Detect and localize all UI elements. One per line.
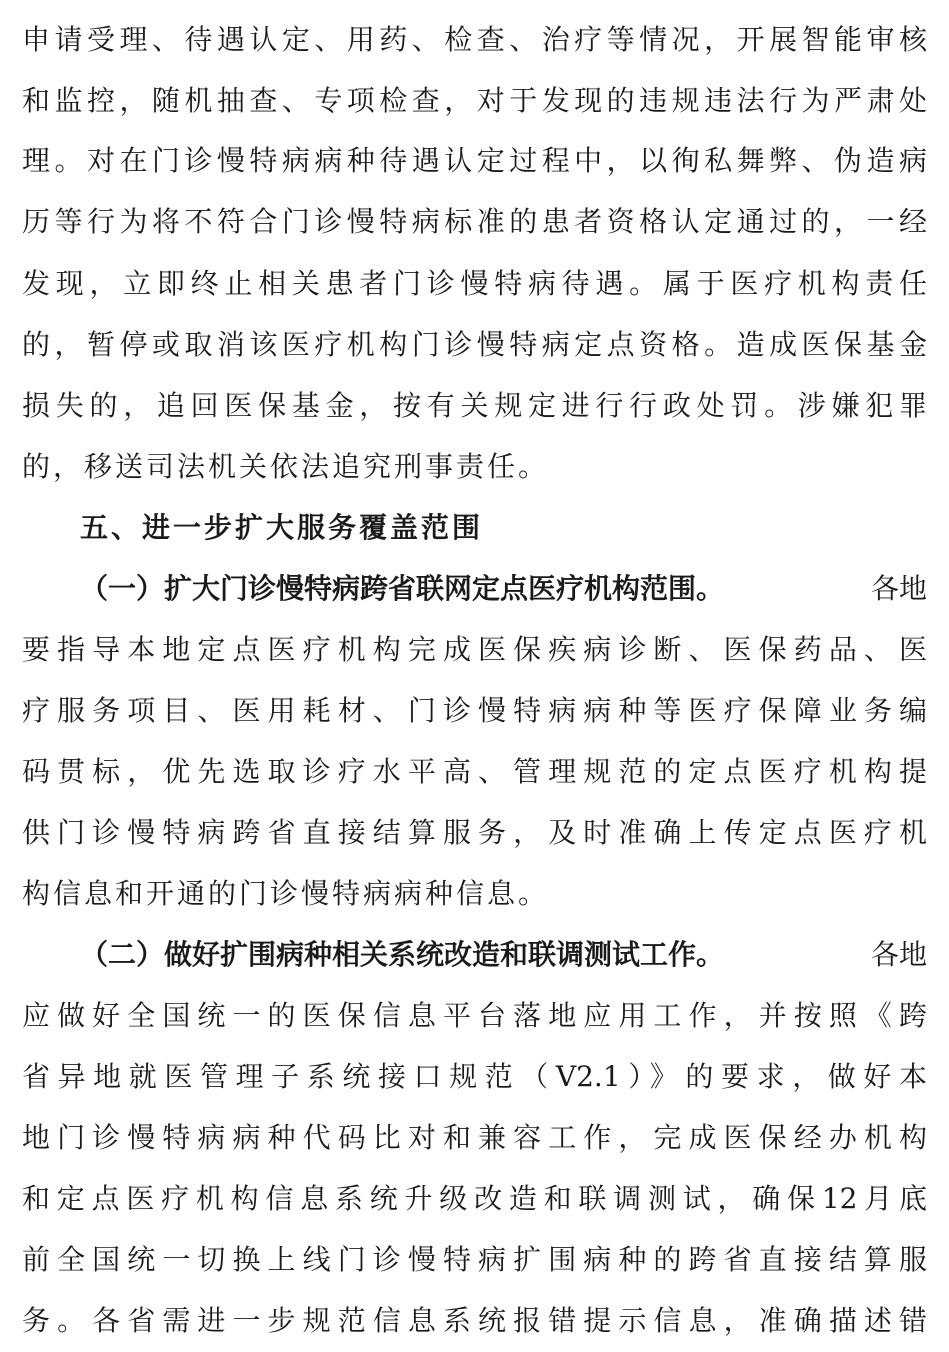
text-line: 应做好全国统一的医保信息平台落地应用工作，并按照《跨 bbox=[22, 999, 927, 1032]
text-line: 务。各省需进一步规范信息系统报错提示信息，准确描述错 bbox=[22, 1304, 927, 1337]
text-line: 的，暂停或取消该医疗机构门诊慢特病定点资格。造成医保基金 bbox=[22, 328, 927, 361]
text-line: 的，移送司法机关依法追究刑事责任。 bbox=[22, 450, 550, 483]
text-line: 供门诊慢特病跨省直接结算服务，及时准确上传定点医疗机 bbox=[22, 816, 927, 849]
section-heading: 五、进一步扩大服务覆盖范围 bbox=[80, 511, 484, 544]
paragraph-lead: （二）做好扩围病种相关系统改造和联调测试工作。 bbox=[80, 938, 725, 971]
paragraph-lead-tail: 各地 bbox=[870, 938, 927, 971]
text-line: 前全国统一切换上线门诊慢特病扩围病种的跨省直接结算服 bbox=[22, 1243, 927, 1276]
text-line: 发现，立即终止相关患者门诊慢特病待遇。属于医疗机构责任 bbox=[22, 267, 927, 300]
text-line: 构信息和开通的门诊慢特病病种信息。 bbox=[22, 877, 550, 910]
text-line: 理。对在门诊慢特病病种待遇认定过程中，以徇私舞弊、伪造病 bbox=[22, 144, 927, 177]
text-line: 和定点医疗机构信息系统升级改造和联调测试，确保12月底 bbox=[22, 1182, 927, 1215]
text-line: 地门诊慢特病病种代码比对和兼容工作，完成医保经办机构 bbox=[22, 1121, 927, 1154]
paragraph-lead-line bbox=[80, 935, 927, 975]
text-line: 码贯标，优先选取诊疗水平高、管理规范的定点医疗机构提 bbox=[22, 755, 927, 788]
text-line: 疗服务项目、医用耗材、门诊慢特病病种等医疗保障业务编 bbox=[22, 694, 927, 727]
paragraph-lead-tail: 各地 bbox=[870, 572, 927, 605]
paragraph-lead: （一）扩大门诊慢特病跨省联网定点医疗机构范围。 bbox=[80, 572, 725, 605]
text-line: 要指导本地定点医疗机构完成医保疾病诊断、医保药品、医 bbox=[22, 633, 927, 666]
text-line: 省异地就医管理子系统接口规范（V2.1）》的要求，做好本 bbox=[22, 1060, 927, 1093]
text-line: 历等行为将不符合门诊慢特病标准的患者资格认定通过的，一经 bbox=[22, 205, 927, 238]
text-line: 和监控，随机抽查、专项检查，对于发现的违规违法行为严肃处 bbox=[22, 84, 927, 117]
text-line: 损失的，追回医保基金，按有关规定进行行政处罚。涉嫌犯罪 bbox=[22, 389, 927, 422]
paragraph-lead-line bbox=[80, 569, 927, 609]
text-line: 申请受理、待遇认定、用药、检查、治疗等情况，开展智能审核 bbox=[22, 23, 927, 56]
